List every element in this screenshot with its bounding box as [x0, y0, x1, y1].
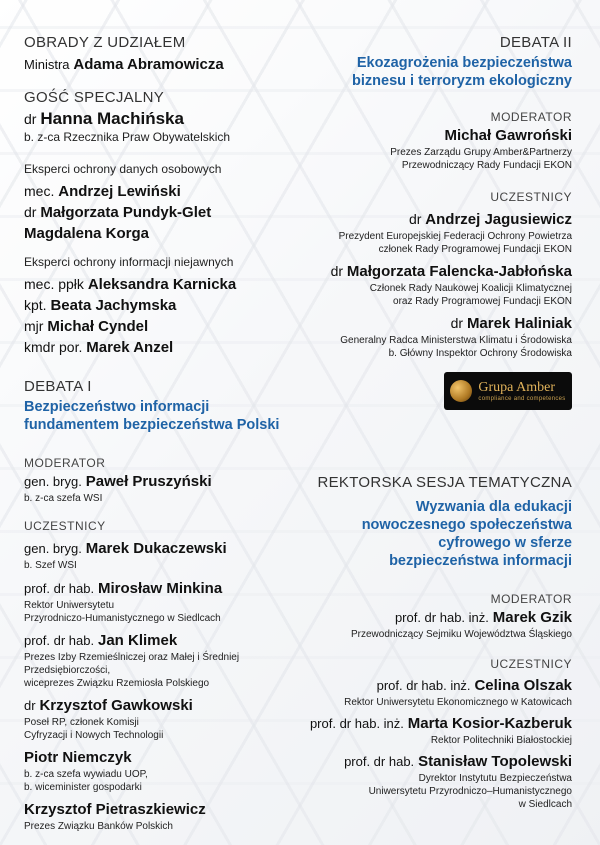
debata1-moderator-label: MODERATOR [24, 456, 106, 470]
person-pruszynski: gen. bryg. Paweł Pruszyński [24, 473, 212, 490]
person-jagusiewicz: dr Andrzej Jagusiewicz [408, 211, 572, 228]
gosc-section [24, 89, 230, 146]
person-kosior-kazberuk: prof. dr hab. inż. Marta Kosior-Kazberuk [309, 715, 572, 732]
person-lewinski: mec. Andrzej Lewiński [24, 183, 181, 200]
obrady-heading: OBRADY Z UDZIAŁEM [24, 34, 186, 51]
person-dukaczewski: gen. bryg. Marek Dukaczewski [24, 540, 227, 557]
person-anzel: kmdr por. Marek Anzel [24, 339, 174, 356]
debata2-heading: DEBATA II [499, 34, 572, 51]
sesja-topic-line2: nowoczesnego społeczeństwa [361, 517, 572, 533]
person-gzik: prof. dr hab. inż. Marek Gzik [394, 609, 572, 626]
person-niemczyk: Piotr Niemczyk [24, 749, 132, 766]
person-gawronski: Michał Gawroński [444, 127, 572, 144]
debata1-section [24, 378, 279, 434]
obrady-guest: Ministra Adama Abramowicza [24, 56, 224, 73]
person-jachymska: kpt. Beata Jachymska [24, 297, 177, 314]
logo-name: Grupa Amber [478, 379, 555, 395]
logo-tagline: compliance and competences [478, 395, 566, 402]
debata2-moderator: MODERATOR Michał Gawroński Prezes Zarządu Grupy Amber&Partnerzy Przewodniczący Rady Fundacji EKON [390, 110, 572, 171]
person-gawkowski: dr Krzysztof Gawkowski [24, 697, 193, 714]
debata2-participants: UCZESTNICY dr Andrzej Jagusiewicz Prezydent Europejskiej Federacji Ochrony Powietrza członek Rady Programowej Fundacji EKON dr Małgorzata Falencka-Jabłońska Członek Rady Naukowej Koalicji Klimatycznej oraz Rady Programowej Fundacji EKON dr Marek Haliniak Generalny Radca Ministerstwa Klimatu i Środowiska b. Główny Inspektor Ochrony Środowiska [330, 190, 572, 359]
obrady-section [24, 34, 224, 75]
sesja-topic-line4: bezpieczeństwa informacji [389, 553, 572, 569]
debata2-topic-line2: biznesu i terroryzm ekologiczny [352, 73, 572, 89]
grupa-amber-logo [444, 372, 572, 410]
sesja-topic-line1: Wyzwania dla edukacji [415, 499, 572, 515]
sesja-heading: REKTORSKA SESJA TEMATYCZNA [317, 474, 572, 491]
sesja-participants: UCZESTNICY prof. dr hab. inż. Celina Olszak Rektor Uniwersytetu Ekonomicznego w Katowicach prof. dr hab. inż. Marta Kosior-Kazberuk Rektor Politechniki Białostockiej prof. dr hab. Stanisław Topolewski Dyrektor Instytutu Bezpieczeństwa Uniwersytetu Przyrodniczo–Humanistycznego w Siedlcach [309, 657, 572, 810]
sesja-section [317, 474, 572, 570]
ochrona-danych-section [24, 161, 221, 244]
gosc-person: dr Hanna Machińska [24, 109, 184, 128]
sesja-moderator-label: MODERATOR [490, 592, 572, 606]
person-olszak: prof. dr hab. inż. Celina Olszak [376, 677, 572, 694]
person-korga: Magdalena Korga [24, 225, 150, 242]
debata2-moderator-label: MODERATOR [490, 110, 572, 124]
person-cyndel: mjr Michał Cyndel [24, 318, 149, 335]
globe-icon [450, 380, 472, 402]
debata2-section [352, 34, 572, 90]
ochrona-danych-label: Eksperci ochrony danych osobowych [24, 162, 222, 176]
person-falencka-jablonska: dr Małgorzata Falencka-Jabłońska [330, 263, 572, 280]
person-topolewski: prof. dr hab. Stanisław Topolewski [344, 753, 572, 770]
ochrona-niejawnych-section [24, 254, 236, 358]
debata1-topic-line1: Bezpieczeństwo informacji [24, 399, 210, 415]
ochrona-niejawnych-label: Eksperci ochrony informacji niejawnych [24, 255, 234, 269]
sesja-participants-label: UCZESTNICY [490, 657, 572, 671]
debata1-moderator: MODERATOR gen. bryg. Paweł Pruszyński b. z-ca szefa WSI [24, 456, 212, 504]
debata1-participants: UCZESTNICY gen. bryg. Marek Dukaczewski b. Szef WSI prof. dr hab. Mirosław Minkina Rektor Uniwersytetu Przyrodniczo-Humanistycznego w Siedlcach prof. dr hab. Jan Klimek Prezes Izby Rzemieślniczej oraz Małej i Średniej Przedsiębiorczości, wiceprezes Związku Rzemiosła Polskiego dr Krzysztof Gawkowski Poseł RP, członek Komisji Cyfryzacji i Nowych Technologii Piotr Niemczyk b. z-ca szefa wywiadu UOP, b. wiceminister gospodarki Krzysztof Pietraszkiewicz Prezes Związku Banków Polskich [24, 519, 240, 832]
person-minkina: prof. dr hab. Mirosław Minkina [24, 580, 223, 597]
person-pietraszkiewicz: Krzysztof Pietraszkiewicz [24, 801, 206, 818]
gosc-heading: GOŚĆ SPECJALNY [24, 89, 165, 106]
debata1-heading: DEBATA I [24, 378, 92, 395]
person-klimek: prof. dr hab. Jan Klimek [24, 632, 178, 649]
person-karnicka: mec. ppłk Aleksandra Karnicka [24, 276, 237, 293]
person-pundyk-glet: dr Małgorzata Pundyk-Glet [24, 204, 212, 221]
debata1-participants-label: UCZESTNICY [24, 519, 106, 533]
gosc-desc: b. z-ca Rzecznika Praw Obywatelskich [24, 130, 231, 144]
debata2-topic-line1: Ekozagrożenia bezpieczeństwa [356, 55, 572, 71]
person-haliniak: dr Marek Haliniak [450, 315, 572, 332]
debata2-participants-label: UCZESTNICY [490, 190, 572, 204]
debata1-topic-line2: fundamentem bezpieczeństwa Polski [24, 417, 280, 433]
sesja-topic-line3: cyfrowego w sferze [438, 535, 572, 551]
sesja-moderator: MODERATOR prof. dr hab. inż. Marek Gzik Przewodniczący Sejmiku Województwa Śląskiego [350, 592, 572, 640]
